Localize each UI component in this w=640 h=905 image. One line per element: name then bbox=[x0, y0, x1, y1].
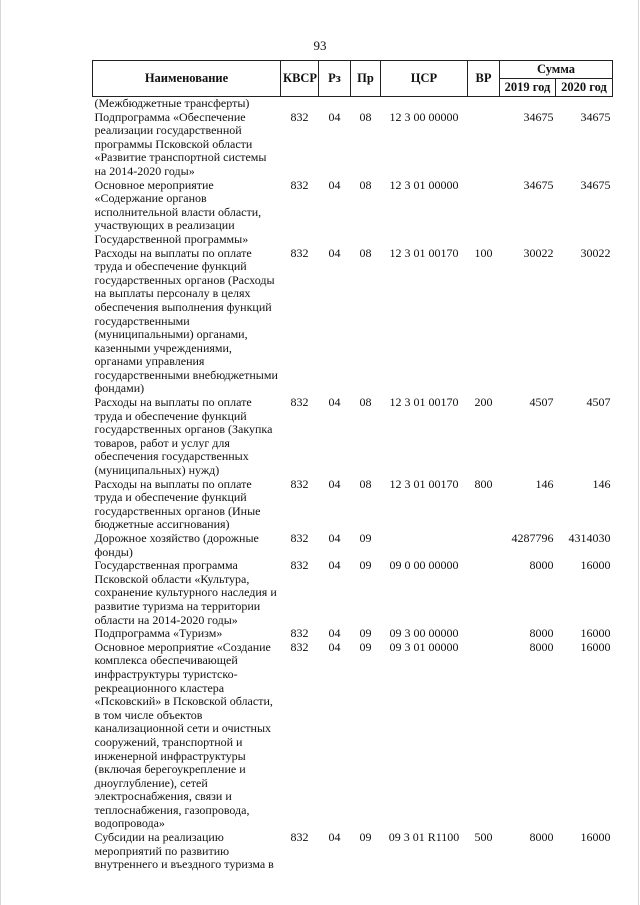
cell-sum-2019: 8000 bbox=[529, 830, 554, 845]
cell-pr: 08 bbox=[359, 476, 372, 491]
cell-kvsr: 832 bbox=[290, 830, 309, 845]
table-row bbox=[93, 831, 613, 872]
cell-vr bbox=[468, 111, 500, 179]
cell-vr bbox=[468, 627, 500, 641]
cell-kvsr: 832 bbox=[290, 639, 309, 654]
table-row bbox=[93, 532, 613, 559]
cell-rz: 04 bbox=[328, 395, 341, 410]
cell-rz: 04 bbox=[328, 177, 341, 192]
cell-vr: 200 bbox=[474, 395, 493, 410]
header-sum: Сумма bbox=[500, 61, 613, 79]
cell-sum-2019: 34675 bbox=[523, 177, 554, 192]
page-edge-right bbox=[638, 0, 639, 905]
cell-sum-2019: 4287796 bbox=[511, 531, 554, 545]
cell-sum-2020: 4314030 bbox=[568, 531, 611, 545]
cell-csr: 12 3 00 00000 bbox=[389, 109, 459, 124]
cell-pr: 09 bbox=[359, 531, 372, 545]
cell-rz: 04 bbox=[328, 830, 341, 845]
cell-csr: 09 3 00 00000 bbox=[389, 626, 459, 641]
cell-sum-2020: 16000 bbox=[580, 639, 611, 654]
cell-name: (Межбюджетные трансферты) bbox=[94, 96, 250, 110]
budget-table bbox=[92, 60, 613, 872]
cell-sum-2020: 34675 bbox=[580, 177, 611, 192]
cell-sum-2020: 34675 bbox=[580, 109, 611, 124]
cell-name: Государственная программа Псковской области «Культура, сохранение культурного наследия и развитие туризма на территории области на 2014-2020 годы» bbox=[94, 558, 277, 627]
cell-vr bbox=[468, 559, 500, 627]
cell-csr: 12 3 01 00170 bbox=[389, 476, 459, 491]
cell-sum-2019: 8000 bbox=[529, 558, 554, 573]
table-row bbox=[93, 641, 613, 831]
cell-kvsr: 832 bbox=[290, 476, 309, 491]
cell-pr: 08 bbox=[359, 245, 372, 260]
cell-sum-2020: 16000 bbox=[580, 830, 611, 845]
cell-rz: 04 bbox=[328, 531, 341, 545]
table-row bbox=[93, 478, 613, 532]
cell-sum-2019: 30022 bbox=[523, 245, 554, 260]
cell-pr: 08 bbox=[359, 109, 372, 124]
cell-pr: 09 bbox=[359, 830, 372, 845]
cell-sum-2019 bbox=[500, 97, 556, 111]
cell-csr bbox=[381, 532, 468, 559]
cell-kvsr: 832 bbox=[290, 245, 309, 260]
cell-csr: 12 3 01 00170 bbox=[389, 245, 459, 260]
cell-kvsr: 832 bbox=[290, 395, 309, 410]
cell-csr: 12 3 01 00170 bbox=[389, 395, 459, 410]
cell-pr: 09 bbox=[359, 639, 372, 654]
cell-kvsr: 832 bbox=[290, 626, 309, 641]
cell-vr bbox=[468, 179, 500, 247]
header-rz: Рз bbox=[319, 61, 351, 97]
cell-vr: 800 bbox=[474, 476, 493, 491]
table-row bbox=[93, 97, 613, 111]
cell-vr: 500 bbox=[474, 830, 493, 845]
cell-name: Расходы на выплаты по оплате труда и обеспечение функций государственных органов (Иные бюджетные ассигнования) bbox=[94, 476, 261, 532]
cell-name: Подпрограмма «Обеспечение реализации государственной программы Псковской области «Развитие транспортной системы на 2014-2020 годы» bbox=[94, 109, 267, 178]
page-edge-left bbox=[0, 0, 1, 905]
cell-sum-2019: 8000 bbox=[529, 626, 554, 641]
cell-sum-2020 bbox=[556, 97, 613, 111]
cell-kvsr: 832 bbox=[290, 558, 309, 573]
cell-pr: 08 bbox=[359, 177, 372, 192]
table-row bbox=[93, 396, 613, 478]
cell-rz bbox=[319, 97, 351, 111]
cell-sum-2019: 146 bbox=[535, 476, 554, 491]
cell-rz: 04 bbox=[328, 476, 341, 491]
cell-pr: 09 bbox=[359, 626, 372, 641]
cell-csr: 09 3 01 R1100 bbox=[388, 830, 460, 845]
cell-rz: 04 bbox=[328, 626, 341, 641]
header-kvsr: КВСР bbox=[281, 61, 319, 97]
cell-name: Расходы на выплаты по оплате труда и обеспечение функций государственных органов (Закупка товаров, работ и услуг для обеспечения государственных (муниципальных) нужд) bbox=[94, 395, 273, 478]
table-row bbox=[93, 559, 613, 627]
cell-pr: 09 bbox=[359, 558, 372, 573]
cell-csr: 09 3 01 00000 bbox=[389, 639, 459, 654]
cell-name: Основное мероприятие «Содержание органов исполнительной власти области, участвующих в реализации Государственной программы» bbox=[94, 177, 262, 246]
table-row bbox=[93, 247, 613, 397]
cell-kvsr bbox=[281, 97, 319, 111]
cell-rz: 04 bbox=[328, 558, 341, 573]
cell-vr bbox=[468, 532, 500, 559]
table-header bbox=[93, 61, 613, 97]
cell-sum-2020: 146 bbox=[592, 476, 611, 491]
cell-name: Субсидии на реализацию мероприятий по развитию внутреннего и въездного туризма в bbox=[94, 830, 274, 872]
header-pr: Пр bbox=[351, 61, 381, 97]
header-vr: ВР bbox=[468, 61, 500, 97]
cell-name: Основное мероприятие «Создание комплекса обеспечивающей инфраструктуры туристско-рекреационного кластера «Псковский» в Псковской области, в том числе объектов канализационной сети и очистных сооружений, транспортной и инженерной инфраструктуры (включая берегоукрепление и дноуглубление), сетей электроснабжения, связи и теплоснабжения, газопровода, водопровода» bbox=[94, 639, 273, 831]
header-2020: 2020 год bbox=[556, 79, 613, 97]
cell-rz: 04 bbox=[328, 109, 341, 124]
cell-csr: 09 0 00 00000 bbox=[389, 558, 459, 573]
table-row bbox=[93, 179, 613, 247]
cell-sum-2020: 4507 bbox=[586, 395, 611, 410]
cell-sum-2020: 30022 bbox=[580, 245, 611, 260]
cell-sum-2020: 16000 bbox=[580, 626, 611, 641]
cell-pr bbox=[351, 97, 381, 111]
table-row bbox=[93, 627, 613, 641]
cell-name: Расходы на выплаты по оплате труда и обеспечение функций государственных органов (Расходы на выплаты персоналу в целях обеспечения выполнения функций государственными (муниципальными) органами, казенными учреждениями, органами управления государственными внебюджетными фондами) bbox=[94, 245, 278, 396]
header-name: Наименование bbox=[93, 61, 281, 97]
cell-sum-2019: 4507 bbox=[529, 395, 554, 410]
table-row bbox=[93, 111, 613, 179]
cell-csr bbox=[381, 97, 468, 111]
header-2019: 2019 год bbox=[500, 79, 556, 97]
cell-rz: 04 bbox=[328, 245, 341, 260]
cell-pr: 08 bbox=[359, 395, 372, 410]
cell-vr bbox=[468, 97, 500, 111]
cell-sum-2020: 16000 bbox=[580, 558, 611, 573]
page-number: 93 bbox=[313, 38, 327, 53]
cell-csr: 12 3 01 00000 bbox=[389, 177, 459, 192]
cell-kvsr: 832 bbox=[290, 177, 309, 192]
cell-name: Дорожное хозяйство (дорожные фонды) bbox=[94, 531, 259, 559]
cell-kvsr: 832 bbox=[290, 109, 309, 124]
cell-sum-2019: 8000 bbox=[529, 639, 554, 654]
cell-vr bbox=[468, 641, 500, 831]
cell-vr: 100 bbox=[474, 245, 493, 260]
cell-rz: 04 bbox=[328, 639, 341, 654]
cell-kvsr: 832 bbox=[290, 531, 309, 545]
table-body bbox=[93, 97, 613, 872]
cell-name: Подпрограмма «Туризм» bbox=[94, 626, 223, 641]
cell-sum-2019: 34675 bbox=[523, 109, 554, 124]
header-csr: ЦСР bbox=[381, 61, 468, 97]
